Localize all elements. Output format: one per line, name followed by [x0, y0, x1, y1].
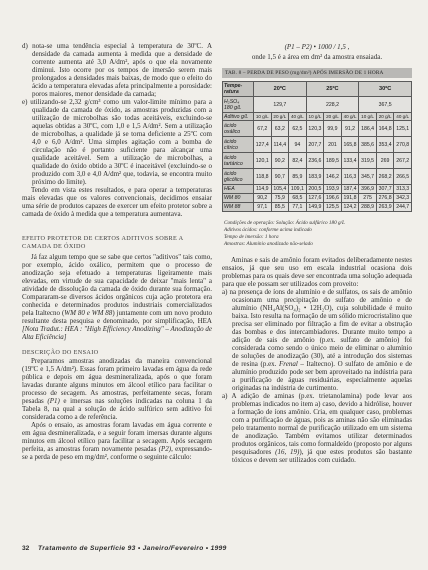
product-name-frenal: Frenal [279, 360, 298, 368]
table-cell: 187,4 [341, 185, 359, 194]
row-label: HEA [223, 185, 254, 194]
translator-note: [Nota Tradut.: HEA : "High Efficiency Anodizing" – Anodização de Alta Eficiência] [22, 325, 212, 341]
table-cell: 165,8 [341, 137, 359, 153]
table-cell: 307,7 [376, 185, 394, 194]
paragraph-preparation [22, 357, 212, 421]
table-cell: 85,5 [271, 203, 289, 212]
concentration-header: 40 g/L [394, 113, 412, 121]
table-cell: 125,5 [324, 203, 342, 212]
table-cell: 90,2 [271, 153, 289, 169]
text-segment: Após o ensaio, as amostras foram lavadas em água corrente e em água desmineralizada, e a seguir foram imersas durante alguns minutos em álcool etílico para facilitar a secagem. Após secagem perfeita, as amostras foram novamente pesadas [22, 421, 212, 453]
table-cell: 90,7 [271, 169, 289, 185]
table-cell: 207,7 [306, 137, 324, 153]
table-cell: 99,9 [324, 121, 342, 137]
table-cell: 164,8 [376, 121, 394, 137]
table-cell: 275 [359, 194, 377, 203]
table-cell: 85,9 [289, 169, 307, 185]
concentration-header: 20 g/L [271, 113, 289, 121]
table-cell: 196,6 [324, 194, 342, 203]
table-cell: 263,9 [376, 203, 394, 212]
table-cell: 109,1 [289, 185, 307, 194]
paragraph-after-test [22, 421, 212, 461]
table-cell: 114,4 [271, 137, 289, 153]
table-cell: 114,9 [254, 185, 272, 194]
table-cell: 62,5 [289, 121, 307, 137]
table-row [223, 203, 412, 212]
table-cell: 68,5 [289, 194, 307, 203]
table-cell: 276,8 [376, 194, 394, 203]
text-segment: ), já que estes produtos são bastante tóxicos e devem ser utilizados com cuidado. [232, 448, 412, 464]
text-segment: – Italtecno). O sulfato de amônio e de alumínio produzido pode ser bem aproveitado na indústria para a purificação de águas residuárias, especialmente aquelas originadas na indústria de curtimento. [232, 360, 412, 392]
table-cell: 191,8 [341, 194, 359, 203]
text-segment: Já faz algum tempo que se sabe que certos "aditivos" tais como, por exemplo, ácido oxálico, permitem que o processo de anodização seja efetuado a temperaturas ligeiramente mais elevadas, em virtude de sua capacidade de deixar "mais lenta" a atividade de dissolução da camada de óxido durante sua formação. Compararam-se diversos ácidos orgânicos cuja ação protetora era conhecida e determinados produtos industriais comercializados pela Italtecno ( [22, 253, 212, 317]
table-cell: 77,1 [289, 203, 307, 212]
table-cell: 82,4 [289, 153, 307, 169]
table-cell: 288,9 [359, 203, 377, 212]
temperature-header: 25ºC [306, 82, 359, 97]
table-cell: 127,4 [254, 137, 272, 153]
weight-p1: (P1) [47, 397, 60, 405]
table-cell: 267,2 [394, 153, 412, 169]
table-cell: 125,1 [394, 121, 412, 137]
reference-label: H₂SO₄ 180 g/L [223, 97, 254, 113]
row-label: ácido cítrico [223, 137, 254, 153]
table-cell: 189,5 [324, 153, 342, 169]
text-segment: ) juntamente com um novo produto resultante desta pesquisa e denominado, por simplificação, HEA [22, 309, 212, 325]
concentration-header: 40 g/L [289, 113, 307, 121]
right-column-text [222, 256, 412, 540]
table-cell: 200,5 [306, 185, 324, 194]
table-cell: 133,4 [341, 153, 359, 169]
table-cell: 149,9 [306, 203, 324, 212]
text-segment: Preparamos amostras anodizadas da maneira convencional (19ºC e 1,5 A/dm²). Essas foram primeiro lavadas em água da rede pública e depois em água desmineralizada, após o que foram lavadas durante alguns minutos em álcool etílico para facilitar o processo de secagem. As amostras, perfeitamente secas, foram pesadas [22, 357, 212, 405]
reference-value: 129,7 [254, 97, 307, 113]
additive-label: Aditivo g/L [223, 113, 254, 121]
formula-note: onde 1,5 é a área em dm² da amostra ensaiada. [251, 53, 383, 61]
section-heading-additives: EFEITO PROTETOR DE CERTOS ADITIVOS SOBRE A CAMADA DE ÓXIDO [22, 235, 184, 250]
table-cell: 345,7 [359, 169, 377, 185]
row-label: WM 88 [223, 203, 254, 212]
concentration-header: 10 g/L [359, 113, 377, 121]
weight-loss-table [222, 81, 412, 212]
row-label: ácido tartárico [223, 153, 254, 169]
table-cell: 385,6 [359, 137, 377, 153]
table-cell: 97,1 [254, 203, 272, 212]
page-number: 32 [22, 545, 30, 552]
list-item-a-amines [222, 392, 412, 464]
text-segment: a) na presença de íons de alumínio e de sulfatos, os sais de amônio ocasionam uma precipitação do sulfato de amônio e de alumínio (NH₄Al(SO₄)₂ • 12H₂O), cuja solubilidade é muito baixa. Isto resulta na formação de um sólido microcristalino que precisa ser eliminado por filtração a fim de evitar a obstrução das bombas e dos intercambiadores. Durante muito tempo a adição de sais de amônio (p.ex. sulfato de amônio) foi considerada como sendo o único meio de eliminar o alumínio de soluções de anodização (30), até a introdução dos sistemas de resina (p.ex. [222, 288, 412, 368]
temperature-header: 30ºC [359, 82, 412, 97]
table-row [223, 194, 412, 203]
table-cell: 183,9 [306, 169, 324, 185]
text-segment: , expressando-se a perda de peso em mg/dm², conforme o seguinte cálculo: [22, 445, 212, 461]
table-caption: TAB. 8 – PERDA DE PESO (mg/dm²) APÓS IMERSÃO DE 1 HORA [222, 68, 412, 78]
table-row [223, 185, 412, 194]
section-heading-test: DESCRIÇÃO DO ENSAIO [22, 349, 99, 356]
temperature-header: 20ºC [254, 82, 307, 97]
table-cell: 342,3 [394, 194, 412, 203]
table-cell: 120,3 [306, 121, 324, 137]
table-cell: 124,2 [341, 203, 359, 212]
row-label: ácido oxálico [223, 121, 254, 137]
product-names: WM 80 e WM 88 [64, 309, 113, 317]
table-cell: 120,1 [254, 153, 272, 169]
paragraph-conclusion: Tendo em vista estes resultados, e para operar a temperaturas mais elevadas que os valores convencionais, decidimos ensaiar uma série de produtos capazes de exercer um efeito protetor sobre a camada de óxido à medida que a temperatura aumentava. [22, 186, 212, 218]
list-item-a-ammonium [222, 288, 412, 392]
table-cell: 94 [289, 137, 307, 153]
table-cell: 193,9 [324, 185, 342, 194]
table-cell: 396,9 [359, 185, 377, 194]
table-cell: 269 [376, 153, 394, 169]
table-note: Amostras: Alumínio anodizado não-selado [224, 241, 313, 247]
table-row [223, 113, 412, 121]
table-cell: 127,6 [306, 194, 324, 203]
left-column [22, 42, 212, 540]
table-cell: 266,5 [394, 169, 412, 185]
table-notes [224, 220, 412, 248]
paragraph-additives [22, 253, 212, 341]
citation-refs: (16, 19) [275, 448, 300, 456]
table-cell: 201 [324, 137, 342, 153]
concentration-header: 40 g/L [341, 113, 359, 121]
table-row [223, 153, 412, 169]
table-row [223, 82, 412, 97]
concentration-header: 10 g/L [254, 113, 272, 121]
weight-loss-formula: (P1 – P2) • 1000 / 1,5 , [284, 43, 350, 51]
paragraph-amines: Aminas e sais de amônio foram evitados deliberadamente nestes ensaios, já que seu uso em escala industrial ocasiona dois problemas para os quais deve ser encontrada uma solução adequada para que ele possam ser utilizados com proveito: [222, 256, 412, 288]
publication-title: Tratamento de Superfície 93 • Janeiro/Fevereiro • 1999 [38, 545, 227, 552]
table-note: Condições de operação: Solução: Ácido sulfúrico 180 g/L [224, 220, 345, 226]
row-label: WM 80 [223, 194, 254, 203]
table-cell: 236,6 [306, 153, 324, 169]
table-cell: 244,7 [394, 203, 412, 212]
table-row [223, 121, 412, 137]
table-corner-header: Tempe- ratura [223, 82, 254, 97]
concentration-header: 20 g/L [324, 113, 342, 121]
weight-p2: (P2) [158, 445, 172, 453]
list-item-e: e) utilizando-se 2,32 g/cm³ como um valor-limite mínimo para a qualidade da camada de óxido, as amostras produzidas com a utilização de microbolhas são todas aceitáveis, excluindo-se aquelas obtidas a 30ºC, com 1,0 e 1,5 A/dm². Sem a utilização de microbolhas, a qualidade já se torna deficiente a 25ºC com 4,0 e 6,0 A/dm². Uma simples agitação com a bomba de circulação não é portanto suficiente para alcançar uma qualidade aceitável. Sem a utilização de microbolhas, a qualidade do óxido obtido a 30ºC é inaceitável (excluindo-se o produzido com 3,0 e 4,0 A/dm² que, todavia, se encontra muito próximo do limite). [22, 98, 212, 186]
table-row [223, 137, 412, 153]
table-row [223, 169, 412, 185]
concentration-header: 20 g/L [376, 113, 394, 121]
table-cell: 313,3 [394, 185, 412, 194]
table-cell: 268,2 [376, 169, 394, 185]
table-cell: 146,2 [324, 169, 342, 185]
table-row [223, 97, 412, 113]
table-cell: 353,4 [376, 137, 394, 153]
table-cell: 118,8 [254, 169, 272, 185]
row-label: ácido glicólico [223, 169, 254, 185]
table-cell: 186,4 [359, 121, 377, 137]
page-footer [22, 544, 322, 554]
reference-value: 367,5 [359, 97, 412, 113]
table-cell: 67,2 [254, 121, 272, 137]
table-cell: 91,2 [341, 121, 359, 137]
reference-value: 228,2 [306, 97, 359, 113]
table-cell: 75,9 [271, 194, 289, 203]
text-segment: e imersas nas soluções indicadas na coluna 1 da Tabela 8, na qual a solução de ácido sulfúrico sem aditivo foi considerada como a de referência. [22, 397, 212, 421]
table-cell: 319,5 [359, 153, 377, 169]
table-note: Tempo de imersão: 1 hora [224, 234, 279, 240]
table-cell: 116,3 [341, 169, 359, 185]
text-segment: a) A adição de aminas (p.ex. trietanolamina) pode levar aos problemas indicados no item a) caso, devido a hidrólise, houver a formação de íons amônio. Cria, em qualquer caso, problemas com a purificação de águas, pois as aminas não são eliminadas pelo tratamento normal de purificação utilizado em um sistema de anodização. Também evitamos utilizar determinados produtos orgânicos, tais como formaldeído (proposto por alguns pesquisadores [222, 392, 412, 456]
concentration-header: 10 g/L [306, 113, 324, 121]
table-cell: 105,4 [271, 185, 289, 194]
table-cell: 63,2 [271, 121, 289, 137]
table-cell: 90,2 [254, 194, 272, 203]
list-item-d: d) nota-se uma tendência especial à temperatura de 30ºC. A densidade da camada aumenta à medida que a densidade de corrente aumenta até 3,0 A/dm², após o que ela novamente diminui. Isto ocorre por os tempos de imersão serem mais prolongados a densidades mais baixas, de modo que o efeito do ácido a temperatura elevadas afeta principalmente a porosidade: poros maiores, menor densidade da camada; [22, 42, 212, 98]
table-note: Aditivos ácidos: conforme acima indicado [224, 227, 312, 233]
table-cell: 270,8 [394, 137, 412, 153]
